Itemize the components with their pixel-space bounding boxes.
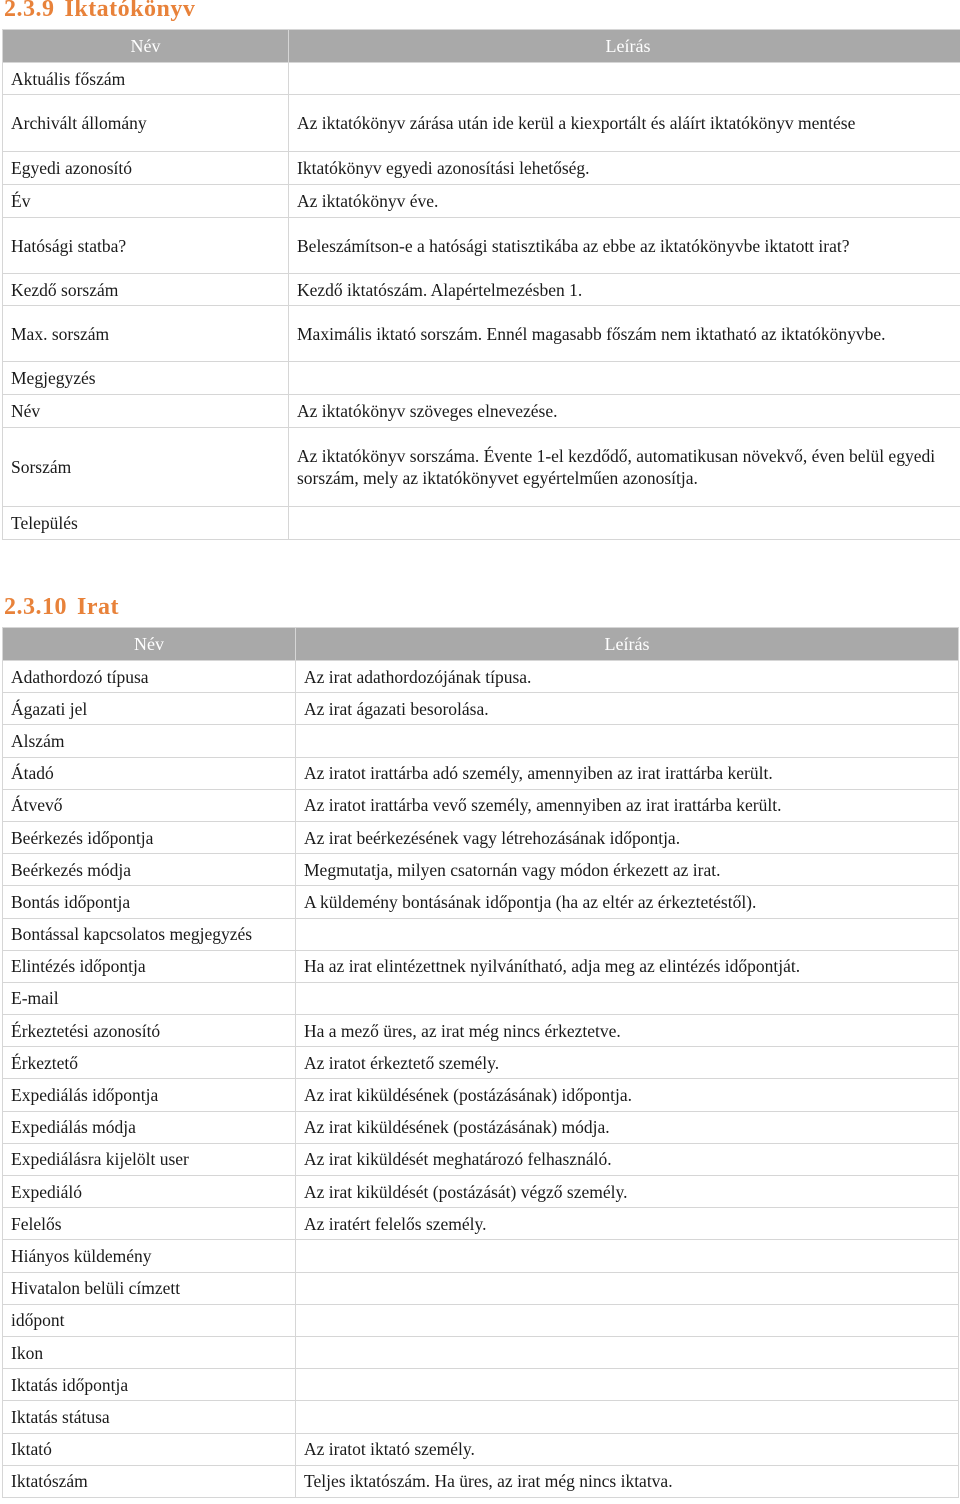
field-description: Az irat beérkezésének vagy létrehozásának időpontja. <box>296 821 959 853</box>
field-name: Iktatás időpontja <box>3 1369 296 1401</box>
field-description: Az iktatókönyv szöveges elnevezése. <box>289 395 960 428</box>
table-row <box>3 185 960 218</box>
field-description <box>296 1401 959 1433</box>
field-description <box>296 1336 959 1368</box>
table-row <box>3 1369 959 1401</box>
section-number: 2.3.9 <box>4 0 55 22</box>
field-name: Ágazati jel <box>3 693 296 725</box>
table-row <box>3 507 960 540</box>
table-row <box>3 306 960 362</box>
field-name: Felelős <box>3 1208 296 1240</box>
field-name: Bontással kapcsolatos megjegyzés <box>3 918 296 950</box>
field-name: Bontás időpontja <box>3 886 296 918</box>
field-name: Iktatás státusa <box>3 1401 296 1433</box>
table-row <box>3 821 959 853</box>
section-title-irat <box>4 594 119 621</box>
field-description: Iktatókönyv egyedi azonosítási lehetőség. <box>289 152 960 185</box>
field-name: Kezdő sorszám <box>3 274 289 306</box>
table-row <box>3 152 960 185</box>
field-description: Az iktatókönyv zárása után ide kerül a kiexportált és aláírt iktatókönyv mentése <box>289 95 960 152</box>
section-number: 2.3.10 <box>4 594 67 620</box>
table-row <box>3 1433 959 1465</box>
field-description <box>296 1304 959 1336</box>
field-description <box>296 725 959 757</box>
field-description: Kezdő iktatószám. Alapértelmezésben 1. <box>289 274 960 306</box>
field-name: E-mail <box>3 982 296 1014</box>
column-header-description: Leírás <box>289 30 960 63</box>
table-row <box>3 950 959 982</box>
field-name: Beérkezés módja <box>3 854 296 886</box>
field-name: Iktató <box>3 1433 296 1465</box>
field-name: Hiányos küldemény <box>3 1240 296 1272</box>
field-description <box>289 63 960 95</box>
field-name: Sorszám <box>3 428 289 507</box>
table-row <box>3 1111 959 1143</box>
field-name: Expediáló <box>3 1176 296 1208</box>
field-name: Adathordozó típusa <box>3 661 296 693</box>
table-row <box>3 1176 959 1208</box>
field-name: Expediálás időpontja <box>3 1079 296 1111</box>
field-name: Expediálásra kijelölt user <box>3 1143 296 1175</box>
field-name: Év <box>3 185 289 218</box>
field-description <box>296 1272 959 1304</box>
field-description: Ha az irat elintézettnek nyilvánítható, adja meg az elintézés időpontját. <box>296 950 959 982</box>
table-row <box>3 1047 959 1079</box>
field-name: Iktatószám <box>3 1465 296 1497</box>
table-row <box>3 725 959 757</box>
table-row <box>3 1401 959 1433</box>
table-row <box>3 661 959 693</box>
table-row <box>3 95 960 152</box>
table-row <box>3 1304 959 1336</box>
section-title-iktatokonyv <box>4 0 195 23</box>
field-description <box>296 1369 959 1401</box>
field-description <box>289 362 960 395</box>
table-row <box>3 1336 959 1368</box>
field-name: Egyedi azonosító <box>3 152 289 185</box>
field-description <box>296 918 959 950</box>
table-row <box>3 1143 959 1175</box>
field-name: Megjegyzés <box>3 362 289 395</box>
field-name: Hatósági statba? <box>3 218 289 274</box>
column-header-name: Név <box>3 30 289 63</box>
field-description: Maximális iktató sorszám. Ennél magasabb főszám nem iktatható az iktatókönyvbe. <box>289 306 960 362</box>
field-name: Max. sorszám <box>3 306 289 362</box>
table-row <box>3 886 959 918</box>
table-row <box>3 1208 959 1240</box>
field-description: Az iktatókönyv sorszáma. Évente 1-el kezdődő, automatikusan növekvő, éven belül egyedi sorszám, mely az iktatókönyvet egyértelműen azonosítja. <box>289 428 960 507</box>
field-name: Érkeztető <box>3 1047 296 1079</box>
field-description <box>289 507 960 540</box>
field-name: Hivatalon belüli címzett <box>3 1272 296 1304</box>
field-description: Az iratért felelős személy. <box>296 1208 959 1240</box>
field-description: Az iratot érkeztető személy. <box>296 1047 959 1079</box>
field-description: Az iratot iktató személy. <box>296 1433 959 1465</box>
table-row <box>3 428 960 507</box>
field-description: Teljes iktatószám. Ha üres, az irat még nincs iktatva. <box>296 1465 959 1497</box>
section-heading-text: Irat <box>77 594 119 620</box>
table-row <box>3 1015 959 1047</box>
table-row <box>3 63 960 95</box>
column-header-description: Leírás <box>296 628 959 661</box>
field-name: Beérkezés időpontja <box>3 821 296 853</box>
field-description: Az irat kiküldésének (postázásának) módja. <box>296 1111 959 1143</box>
table-row <box>3 1079 959 1111</box>
table-row <box>3 395 960 428</box>
field-description: Megmutatja, milyen csatornán vagy módon érkezett az irat. <box>296 854 959 886</box>
section-heading-text: Iktatókönyv <box>64 0 196 22</box>
field-description: Az iktatókönyv éve. <box>289 185 960 218</box>
table-row <box>3 693 959 725</box>
table-row <box>3 918 959 950</box>
field-name: Alszám <box>3 725 296 757</box>
field-description <box>296 1240 959 1272</box>
field-name: Település <box>3 507 289 540</box>
table-row <box>3 1240 959 1272</box>
iktatokonyv-table <box>2 29 960 540</box>
field-description: Az irat kiküldésének (postázásának) időpontja. <box>296 1079 959 1111</box>
field-description: Az irat ágazati besorolása. <box>296 693 959 725</box>
field-description: Az irat kiküldését (postázását) végző személy. <box>296 1176 959 1208</box>
field-description: Ha a mező üres, az irat még nincs érkeztetve. <box>296 1015 959 1047</box>
table-header-row <box>3 30 960 63</box>
field-name: Elintézés időpontja <box>3 950 296 982</box>
table-row <box>3 757 959 789</box>
field-name: Átadó <box>3 757 296 789</box>
table-row <box>3 854 959 886</box>
field-name: Expediálás módja <box>3 1111 296 1143</box>
field-description: Az iratot irattárba adó személy, amennyiben az irat irattárba került. <box>296 757 959 789</box>
field-name: időpont <box>3 1304 296 1336</box>
field-name: Átvevő <box>3 789 296 821</box>
table-row <box>3 218 960 274</box>
column-header-name: Név <box>3 628 296 661</box>
table-row <box>3 982 959 1014</box>
field-name: Aktuális főszám <box>3 63 289 95</box>
field-description <box>296 982 959 1014</box>
field-name: Archivált állomány <box>3 95 289 152</box>
field-description: Beleszámítson-e a hatósági statisztikába az ebbe az iktatókönyvbe iktatott irat? <box>289 218 960 274</box>
field-description: Az irat adathordozójának típusa. <box>296 661 959 693</box>
irat-table <box>2 627 959 1498</box>
field-description: Az irat kiküldését meghatározó felhasználó. <box>296 1143 959 1175</box>
field-name: Ikon <box>3 1336 296 1368</box>
table-header-row <box>3 628 959 661</box>
table-row <box>3 1465 959 1497</box>
table-row <box>3 1272 959 1304</box>
field-name: Érkeztetési azonosító <box>3 1015 296 1047</box>
field-description: Az iratot irattárba vevő személy, amennyiben az irat irattárba került. <box>296 789 959 821</box>
table-row <box>3 789 959 821</box>
table-row <box>3 274 960 306</box>
field-name: Név <box>3 395 289 428</box>
table-row <box>3 362 960 395</box>
field-description: A küldemény bontásának időpontja (ha az eltér az érkeztetéstől). <box>296 886 959 918</box>
